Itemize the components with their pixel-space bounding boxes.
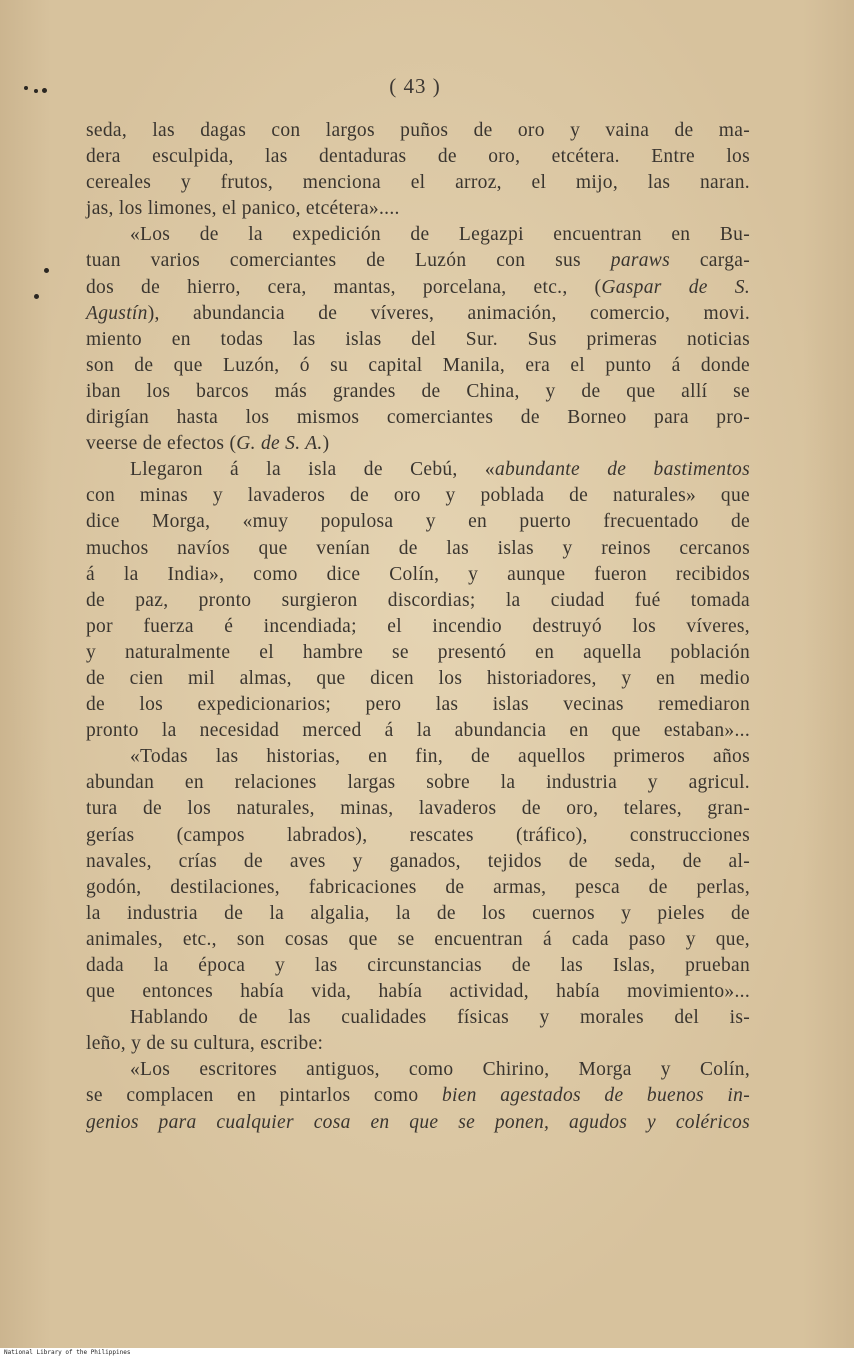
text-run: godón, destilaciones, fabricaciones de armas, pesca de perlas, bbox=[86, 876, 750, 898]
text-run: miento en todas las islas del Sur. Sus primeras noticias bbox=[86, 328, 750, 350]
text-line bbox=[86, 953, 750, 979]
text-line bbox=[86, 275, 750, 301]
text-line bbox=[86, 1031, 750, 1057]
library-credit: National Library of the Philippines bbox=[4, 1349, 131, 1356]
text-run: veerse de efectos ( bbox=[86, 433, 237, 455]
ink-dot-mark bbox=[44, 268, 49, 273]
text-run: se complacen en pintarlos como bbox=[86, 1085, 442, 1107]
text-line bbox=[86, 770, 750, 796]
italic-text: paraws bbox=[610, 250, 670, 272]
text-line bbox=[86, 379, 750, 405]
text-run: «Los escritores antiguos, como Chirino, Morga y Colín, bbox=[130, 1059, 750, 1081]
text-line bbox=[86, 562, 750, 588]
page-number: ( 43 ) bbox=[389, 74, 441, 98]
text-line bbox=[86, 483, 750, 509]
text-run: á la India», como dice Colín, y aunque fueron recibidos bbox=[86, 563, 750, 585]
text-run: de paz, pronto surgieron discordias; la ciudad fué tomada bbox=[86, 589, 750, 611]
text-line bbox=[86, 614, 750, 640]
text-run: y naturalmente el hambre se presentó en aquella población bbox=[86, 641, 750, 663]
text-line bbox=[86, 979, 750, 1005]
text-run: gerías (campos labrados), rescates (tráfico), construcciones bbox=[86, 824, 750, 846]
text-line bbox=[86, 222, 750, 248]
text-run: por fuerza é incendiada; el incendio destruyó los víveres, bbox=[86, 615, 750, 637]
text-line bbox=[86, 118, 750, 144]
italic-text: bien agestados de buenos in- bbox=[441, 1085, 750, 1107]
text-line bbox=[86, 588, 750, 614]
italic-text: abundante de bastimentos bbox=[494, 459, 750, 481]
text-run: de los expedicionarios; pero las islas vecinas remediaron bbox=[86, 694, 750, 716]
text-run: cereales y frutos, menciona el arroz, el mijo, las naran. bbox=[86, 172, 750, 194]
text-run: ) bbox=[322, 433, 330, 455]
text-run: dos de hierro, cera, mantas, porcelana, etc., ( bbox=[86, 276, 602, 298]
text-line bbox=[86, 640, 750, 666]
text-line bbox=[86, 301, 750, 327]
text-run: dera esculpida, las dentaduras de oro, etcétera. Entre los bbox=[86, 146, 750, 168]
text-line bbox=[86, 170, 750, 196]
italic-text: Gaspar de S. bbox=[601, 276, 750, 298]
text-run: muchos navíos que venían de las islas y reinos cercanos bbox=[86, 537, 750, 559]
body-text bbox=[86, 118, 750, 1136]
text-run: iban los barcos más grandes de China, y de que allí se bbox=[86, 380, 750, 402]
text-run: jas, los limones, el panico, etcétera».... bbox=[86, 198, 400, 220]
text-line bbox=[86, 248, 750, 274]
text-line bbox=[86, 796, 750, 822]
text-line bbox=[86, 431, 750, 457]
text-run: seda, las dagas con largos puños de oro y vaina de ma- bbox=[86, 120, 750, 141]
italic-text: Agustín bbox=[86, 302, 148, 324]
text-run: navales, crías de aves y ganados, tejidos de seda, de al- bbox=[86, 850, 750, 872]
text-run: tuan varios comerciantes de Luzón con sus bbox=[86, 250, 611, 272]
text-run: «Todas las historias, en fin, de aquellos primeros años bbox=[130, 746, 750, 768]
text-run: dice Morga, «muy populosa y en puerto frecuentado de bbox=[86, 511, 750, 533]
text-run: son de que Luzón, ó su capital Manila, era el punto á donde bbox=[86, 354, 750, 376]
text-run: Llegaron á la isla de Cebú, « bbox=[130, 459, 495, 481]
text-run: que entonces había vida, había actividad, había movimiento»... bbox=[86, 981, 750, 1003]
text-line bbox=[86, 692, 750, 718]
text-run: carga- bbox=[670, 250, 750, 272]
text-line bbox=[86, 457, 750, 483]
text-line bbox=[86, 823, 750, 849]
text-run: «Los de la expedición de Legazpi encuentran en Bu- bbox=[130, 224, 750, 246]
ink-dot-mark bbox=[34, 294, 39, 299]
text-line bbox=[86, 1057, 750, 1083]
text-run: de cien mil almas, que dicen los historiadores, y en medio bbox=[86, 667, 750, 689]
text-run: leño, y de su cultura, escribe: bbox=[86, 1033, 324, 1055]
text-line bbox=[86, 1083, 750, 1109]
text-run: pronto la necesidad merced á la abundancia en que estaban»... bbox=[86, 720, 750, 742]
text-run: tura de los naturales, minas, lavaderos de oro, telares, gran- bbox=[86, 798, 750, 820]
text-line bbox=[86, 327, 750, 353]
text-run: ), abundancia de víveres, animación, comercio, movi. bbox=[147, 302, 750, 324]
text-line bbox=[86, 927, 750, 953]
text-line bbox=[86, 509, 750, 535]
text-line bbox=[86, 849, 750, 875]
text-line bbox=[86, 353, 750, 379]
text-line bbox=[86, 1110, 750, 1136]
text-run: abundan en relaciones largas sobre la industria y agricul. bbox=[86, 772, 750, 794]
text-line bbox=[86, 144, 750, 170]
italic-text: G. de S. A. bbox=[236, 433, 323, 455]
text-run: Hablando de las cualidades físicas y morales del is- bbox=[130, 1007, 750, 1029]
text-run: dada la época y las circunstancias de las Islas, prueban bbox=[86, 955, 750, 976]
text-line bbox=[86, 875, 750, 901]
text-line bbox=[86, 405, 750, 431]
text-line bbox=[86, 536, 750, 562]
text-line bbox=[86, 718, 750, 744]
italic-text: genios para cualquier cosa en que se ponen, agudos y coléricos bbox=[86, 1111, 750, 1133]
text-run: la industria de la algalia, la de los cuernos y pieles de bbox=[86, 902, 750, 924]
text-line bbox=[86, 744, 750, 770]
text-line bbox=[86, 196, 750, 222]
text-run: con minas y lavaderos de oro y poblada de naturales» que bbox=[86, 485, 750, 507]
text-line bbox=[86, 901, 750, 927]
text-line bbox=[86, 666, 750, 692]
text-run: animales, etc., son cosas que se encuentran á cada paso y que, bbox=[86, 928, 750, 950]
text-line bbox=[86, 1005, 750, 1031]
text-run: dirigían hasta los mismos comerciantes de Borneo para pro- bbox=[86, 407, 750, 429]
